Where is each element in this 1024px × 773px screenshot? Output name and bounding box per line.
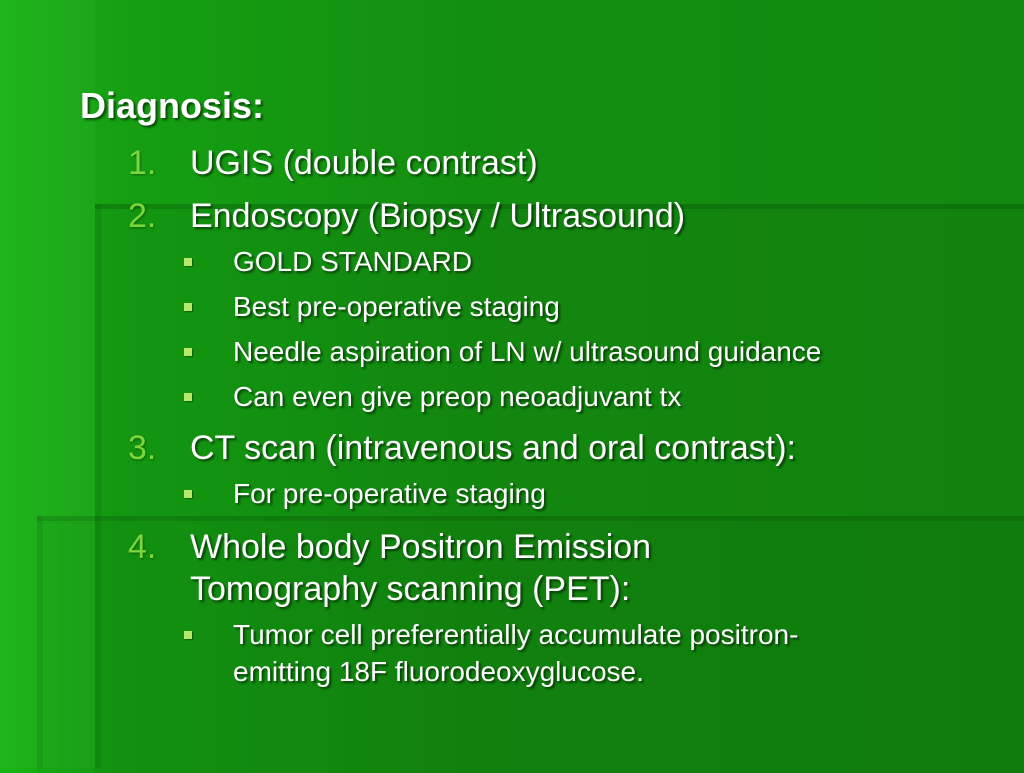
sub-bullet-3-1: For pre-operative staging: [233, 478, 546, 509]
list-item-4-text-line-2: Tomography scanning (PET):: [190, 570, 631, 608]
list-number-3: 3.: [128, 429, 157, 467]
list-item-4-text-line-1: Whole body Positron Emission: [190, 528, 652, 566]
bullet-square-icon: [184, 631, 192, 639]
sub-bullet-4-1-line-2: emitting 18F fluorodeoxyglucose.: [233, 656, 644, 687]
list-number-2: 2.: [128, 197, 157, 235]
bullet-square-icon: [184, 490, 192, 498]
sub-bullet-2-2: Best pre-operative staging: [233, 291, 560, 322]
sub-bullet-2-4: Can even give preop neoadjuvant tx: [233, 381, 682, 412]
bullet-square-icon: [184, 303, 192, 311]
bullet-square-icon: [184, 393, 192, 401]
bullet-square-icon: [184, 258, 192, 266]
sub-bullet-2-1: GOLD STANDARD: [233, 246, 473, 277]
list-item-2-text: Endoscopy (Biopsy / Ultrasound): [190, 197, 686, 235]
sub-bullet-2-3: Needle aspiration of LN w/ ultrasound guidance: [233, 336, 822, 367]
list-item-1-text: UGIS (double contrast): [190, 144, 538, 182]
list-number-4: 4.: [128, 528, 157, 566]
bullet-square-icon: [184, 348, 192, 356]
slide-title: Diagnosis:: [80, 85, 265, 126]
sub-bullet-4-1-line-1: Tumor cell preferentially accumulate positron-: [233, 619, 799, 650]
list-item-3-text: CT scan (intravenous and oral contrast):: [190, 429, 796, 467]
list-number-1: 1.: [128, 144, 157, 182]
